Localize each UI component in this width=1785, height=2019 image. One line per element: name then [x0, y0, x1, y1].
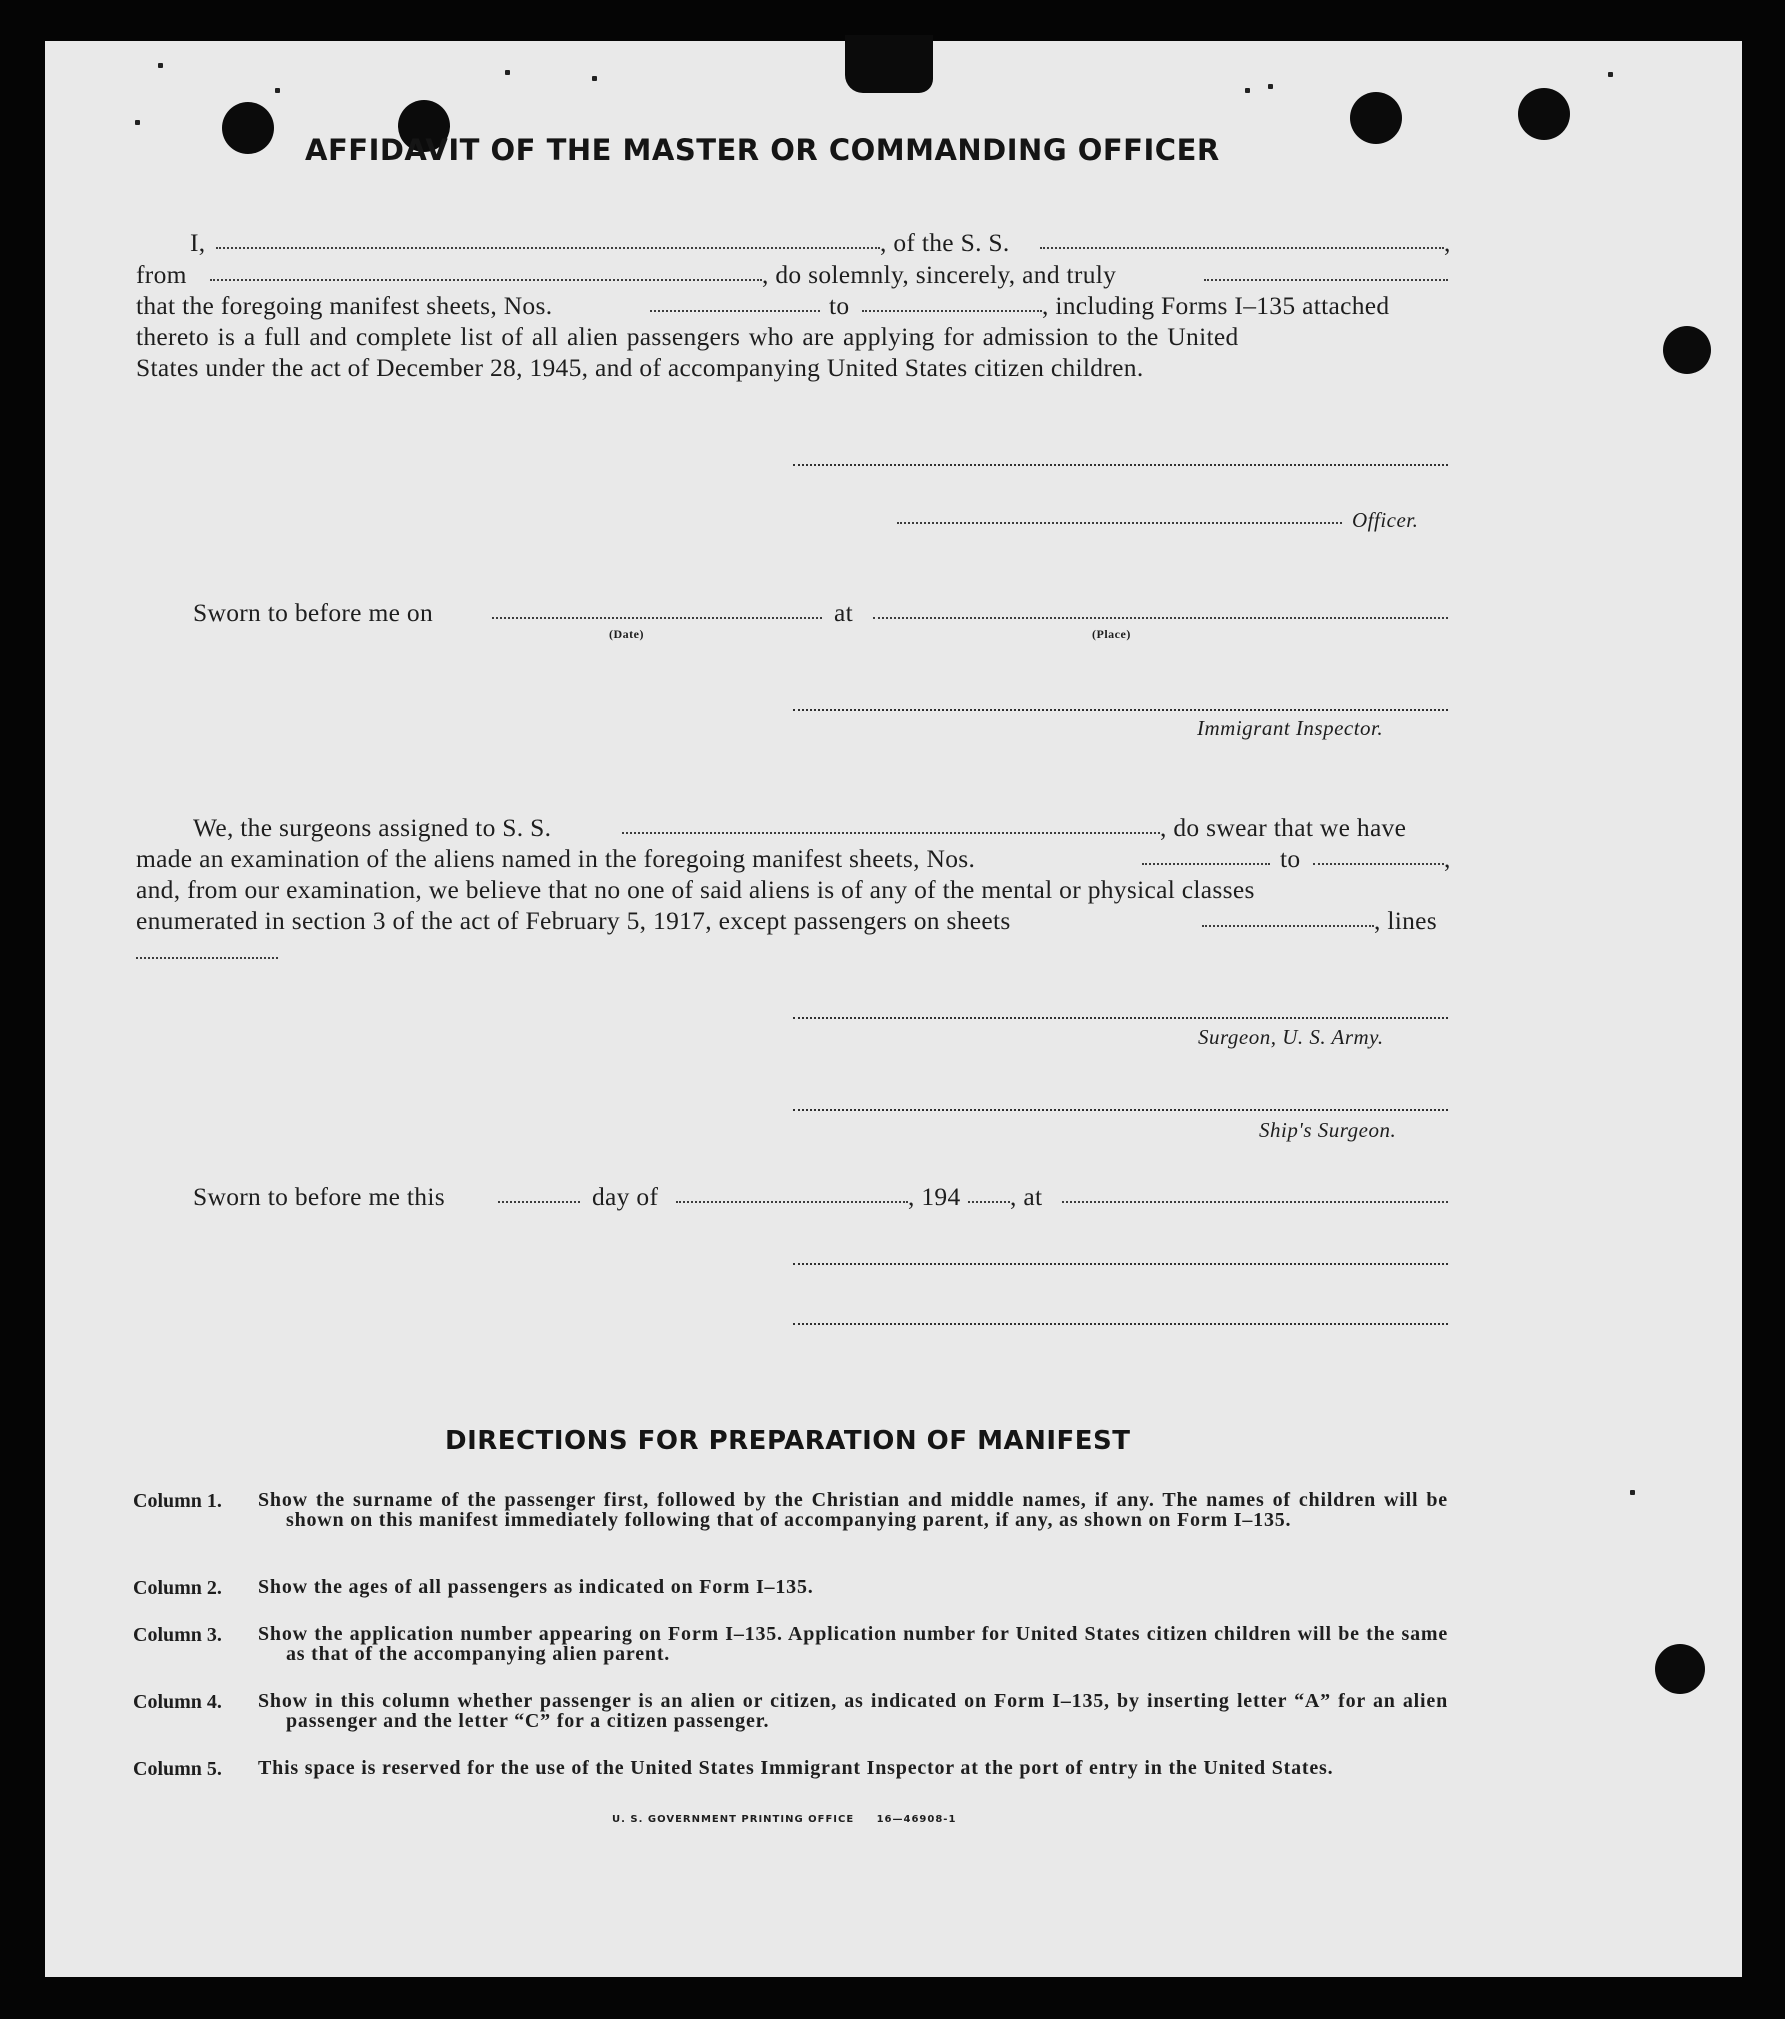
direction-column-text: This space is reserved for the use of the United States Immigrant Inspector at the port of entry in the United States. [258, 1757, 1334, 1779]
enumerated-text: enumerated in section 3 of the act of February 5, 1917, except passengers on sheets [136, 906, 1011, 935]
word-i: I, [190, 228, 206, 257]
sworn-on-text: Sworn to before me on [193, 598, 433, 627]
from-blank [210, 279, 762, 281]
place-caption: (Place) [1092, 627, 1131, 641]
affidavit-title: AFFIDAVIT OF THE MASTER OR COMMANDING OFFICER [305, 133, 1220, 167]
direction-column-label: Column 1. [133, 1490, 222, 1512]
direction-column-text: Show the surname of the passenger first, followed by the Christian and middle names, if any. The names of children will be shown on this manifest immediately following that of accompanying parent, if any, as shown on Form I–135. [258, 1489, 1448, 1531]
word-to-2: to [1280, 844, 1301, 873]
officer-title-line [897, 522, 1342, 524]
day-of-text: day of [592, 1182, 659, 1211]
sworn-place-blank [873, 617, 1448, 619]
surgeons-line-3: and, from our examination, we believe that no one of said aliens is of any of the mental or physical classes [136, 875, 1255, 904]
punch-hole [1663, 326, 1711, 374]
punch-hole [1518, 88, 1570, 140]
speck [1608, 72, 1613, 77]
swear-text: , do swear that we have [1160, 813, 1407, 842]
speck [1630, 1490, 1635, 1495]
inspector-signature-line [793, 709, 1448, 711]
lines-text: , lines [1374, 906, 1438, 935]
sworn-this-text: Sworn to before me this [193, 1182, 445, 1211]
examination-text: made an examination of the aliens named in the foregoing manifest sheets, Nos. [136, 844, 976, 873]
officer-caption: Officer. [1352, 508, 1419, 532]
except-sheets-blank [1202, 925, 1374, 927]
speck [505, 70, 510, 75]
word-at: at [834, 598, 854, 627]
surgeons-ship-blank [622, 832, 1160, 834]
ship-surgeon-caption: Ship's Surgeon. [1259, 1118, 1397, 1142]
direction-column-label: Column 2. [133, 1577, 222, 1599]
sworn-month-blank [676, 1201, 908, 1203]
solemnly-text: , do solemnly, sincerely, and truly [762, 260, 1117, 289]
word-to: to [829, 291, 850, 320]
comma-2: , [1444, 844, 1451, 873]
speck [1245, 88, 1250, 93]
exam-sheets-to-blank [1313, 863, 1444, 865]
speck [158, 63, 163, 68]
ship-name-blank [1040, 247, 1444, 249]
directions-title: DIRECTIONS FOR PREPARATION OF MANIFEST [445, 1426, 1131, 1456]
witness-signature-line-2 [793, 1323, 1448, 1325]
speck [135, 120, 140, 125]
sheets-from-blank [650, 310, 820, 312]
sworn-place-blank-2 [1062, 1201, 1448, 1203]
army-surgeon-caption: Surgeon, U. S. Army. [1198, 1025, 1384, 1049]
year-prefix-text: , 194 [908, 1182, 961, 1211]
word-of-ss: , of the S. S. [880, 228, 1010, 257]
date-caption: (Date) [609, 627, 644, 641]
witness-signature-line-1 [793, 1263, 1448, 1265]
speck [1268, 84, 1273, 89]
torn-edge [845, 35, 933, 93]
sworn-date-blank [492, 617, 822, 619]
speck [275, 88, 280, 93]
direction-column-text: Show in this column whether passenger is an alien or citizen, as indicated on Form I–135, by inserting letter “A” for an alien passenger and the letter “C” for a citizen passenger. [258, 1690, 1448, 1732]
printing-office-footer: U. S. GOVERNMENT PRINTING OFFICE 16—46908-1 [612, 1814, 957, 1825]
direction-column-text: Show the application number appearing on Form I–135. Application number for United States citizen children will be the same as that of the accompanying alien parent. [258, 1623, 1448, 1665]
direction-column-text: Show the ages of all passengers as indicated on Form I–135. [258, 1576, 814, 1598]
direction-column-label: Column 3. [133, 1624, 222, 1646]
army-surgeon-signature-line [793, 1017, 1448, 1019]
sheets-to-blank [862, 310, 1042, 312]
direction-column-label: Column 4. [133, 1691, 222, 1713]
punch-hole [222, 102, 274, 154]
sworn-year-blank [968, 1201, 1010, 1203]
speck [592, 76, 597, 81]
punch-hole [1350, 92, 1402, 144]
ship-surgeon-signature-line [793, 1109, 1448, 1111]
manifest-sheets-text: that the foregoing manifest sheets, Nos. [136, 291, 553, 320]
word-from: from [136, 260, 187, 289]
sworn-day-blank [498, 1201, 580, 1203]
direction-column-label: Column 5. [133, 1758, 222, 1780]
officer-signature-line [793, 464, 1448, 466]
name-blank [216, 247, 880, 249]
master-line-3: States under the act of December 28, 1945, and of accompanying United States citizen children. [136, 353, 1144, 382]
at-text-2: , at [1010, 1182, 1043, 1211]
exam-sheets-from-blank [1142, 863, 1270, 865]
surgeons-assigned-text: We, the surgeons assigned to S. S. [193, 813, 552, 842]
comma: , [1444, 228, 1451, 257]
inspector-caption: Immigrant Inspector. [1197, 716, 1384, 740]
including-text: , including Forms I–135 attached [1042, 291, 1390, 320]
punch-hole [1655, 1644, 1705, 1694]
swear-blank [1204, 279, 1448, 281]
lines-blank [136, 957, 278, 959]
master-line-2: thereto is a full and complete list of all alien passengers who are applying for admission to the United [136, 322, 1239, 351]
